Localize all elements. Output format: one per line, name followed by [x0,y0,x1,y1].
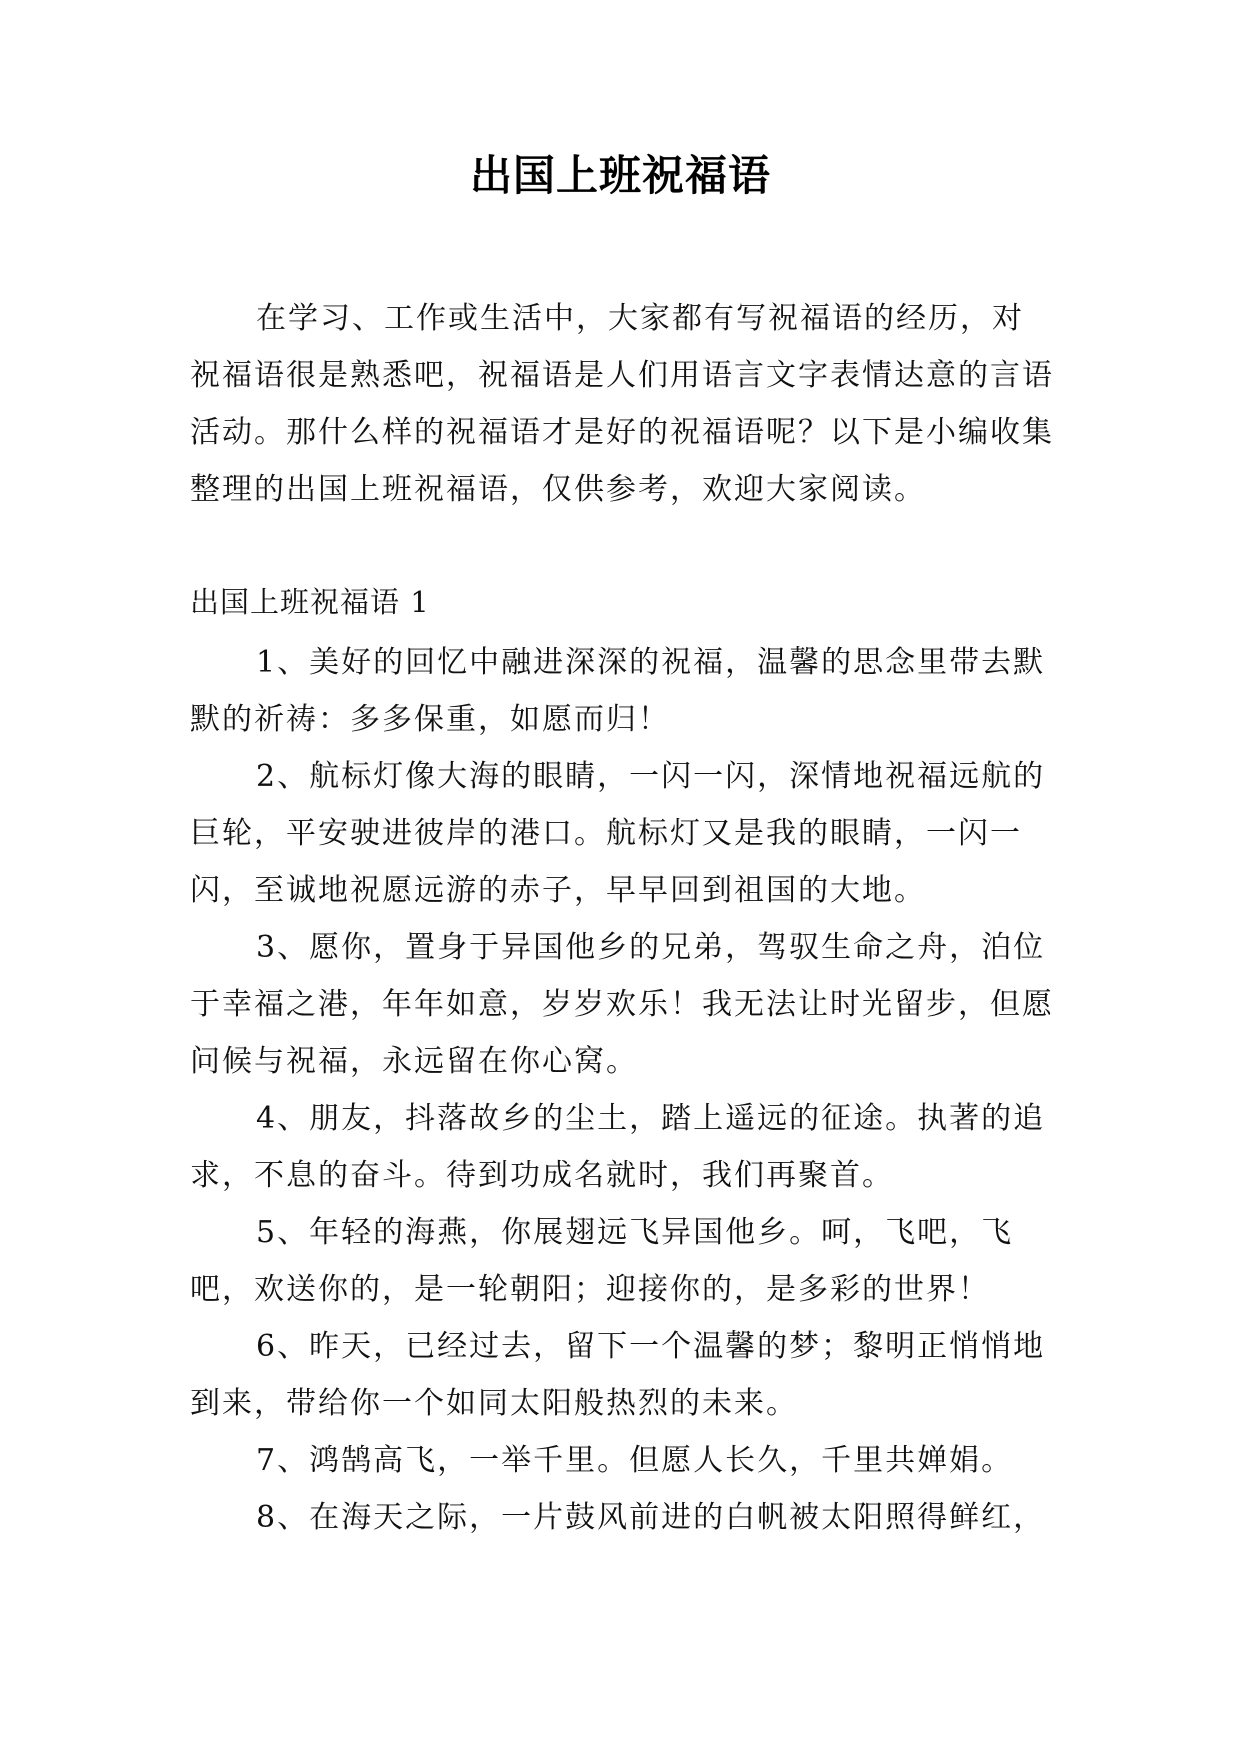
list-item: 1、美好的回忆中融进深深的祝福，温馨的思念里带去默默的祈祷：多多保重，如愿而归！ [190,645,1046,737]
list-item: 2、航标灯像大海的眼睛，一闪一闪，深情地祝福远航的巨轮，平安驶进彼岸的港口。航标灯又是我的眼睛，一闪一闪，至诚地祝愿远游的赤子，早早回到祖国的大地。 [190,759,1046,908]
list-item: 3、愿你，置身于异国他乡的兄弟，驾驭生命之舟，泊位于幸福之港，年年如意，岁岁欢乐！我无法让时光留步，但愿问候与祝福，永远留在你心窝。 [190,930,1054,1079]
list-item: 8、在海天之际，一片鼓风前进的白帆被太阳照得鲜红， [256,1500,1046,1535]
document-title: 出国上班祝福语 [469,151,771,200]
intro-paragraph: 在学习、工作或生活中，大家都有写祝福语的经历，对祝福语很是熟悉吧，祝福语是人们用语言文字表情达意的言语活动。那什么样的祝福语才是好的祝福语呢？以下是小编收集整理的出国上班祝福语，仅供参考，欢迎大家阅读。 [190,301,1054,507]
list-item: 7、鸿鹄高飞，一举千里。但愿人长久，千里共婵娟。 [256,1443,1014,1478]
list-item: 5、年轻的海燕，你展翅远飞异国他乡。呵，飞吧，飞吧，欢送你的，是一轮朝阳；迎接你的，是多彩的世界！ [190,1215,1014,1307]
list-item: 4、朋友，抖落故乡的尘土，踏上遥远的征途。执著的追求，不息的奋斗。待到功成名就时，我们再聚首。 [190,1101,1046,1193]
section-heading: 出国上班祝福语 1 [190,585,430,619]
blessing-list [190,634,1054,1546]
list-item: 6、昨天，已经过去，留下一个温馨的梦；黎明正悄悄地到来，带给你一个如同太阳般热烈的未来。 [190,1329,1046,1421]
